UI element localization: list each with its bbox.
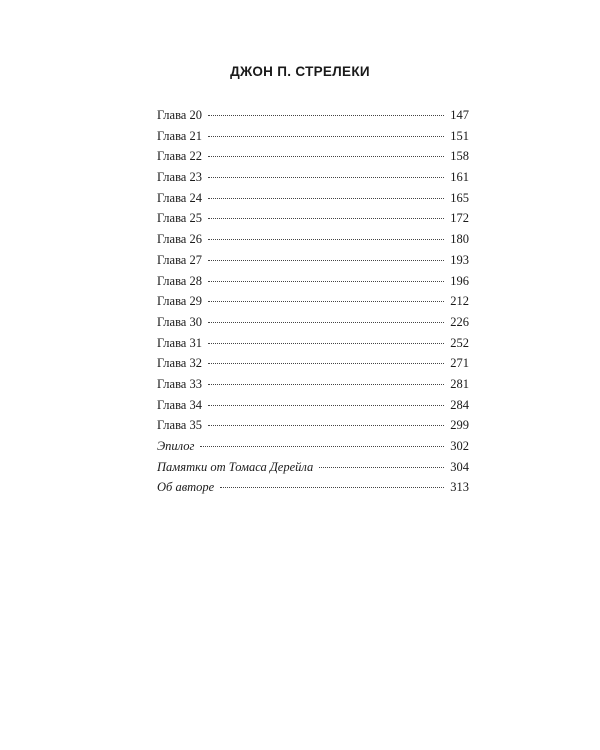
- toc-entry-page: 158: [450, 149, 469, 164]
- toc-entry: [157, 149, 469, 170]
- toc-leader-dots: [208, 301, 444, 302]
- toc-leader-dots: [208, 260, 444, 261]
- toc-entry-title: Об авторе: [157, 480, 215, 495]
- toc-entry: [157, 108, 469, 129]
- toc-entry-title: Глава 34: [157, 397, 202, 412]
- toc-leader-dots: [208, 156, 444, 157]
- toc-entry-page: 304: [450, 459, 469, 474]
- toc-entry-title: Глава 24: [157, 190, 202, 205]
- toc-entry-title: Глава 33: [157, 376, 202, 391]
- toc-entry-page: 281: [450, 376, 469, 391]
- toc-entry-page: 271: [450, 356, 469, 371]
- toc-entry-page: 180: [450, 232, 469, 247]
- toc-entry: [157, 315, 469, 336]
- toc-entry: [157, 377, 469, 398]
- toc-entry-title: Памятки от Томаса Дерейла: [157, 459, 314, 474]
- toc-entry-page: 252: [450, 335, 469, 350]
- toc-entry-title: Глава 22: [157, 149, 202, 164]
- toc-entry: [157, 170, 469, 191]
- toc-entry-epilogue: [157, 439, 469, 460]
- toc-entry: [157, 274, 469, 295]
- toc-entry-about-author: [157, 480, 469, 501]
- toc-entry-title: Глава 31: [157, 335, 202, 350]
- toc-leader-dots: [208, 322, 444, 323]
- toc-leader-dots: [200, 446, 444, 447]
- toc-entry-title: Глава 32: [157, 356, 202, 371]
- running-header-author: ДЖОН П. СТРЕЛЕКИ: [230, 64, 370, 79]
- toc-entry: [157, 253, 469, 274]
- toc-entry: [157, 232, 469, 253]
- toc-entry-page: 147: [450, 108, 469, 122]
- toc-entry-page: 165: [450, 190, 469, 205]
- toc-leader-dots: [208, 425, 444, 426]
- toc-entry-title: Глава 21: [157, 128, 202, 143]
- toc-entry-page: 161: [450, 170, 469, 185]
- toc-entry-page: 302: [450, 439, 469, 453]
- toc-entry-title: Глава 20: [157, 108, 202, 122]
- toc-leader-dots: [208, 136, 444, 137]
- toc-entry-memos: [157, 460, 469, 481]
- toc-leader-dots: [208, 281, 444, 282]
- toc-entry-page: 313: [450, 480, 469, 495]
- toc-leader-dots: [208, 198, 444, 199]
- toc-leader-dots: [208, 384, 444, 385]
- toc-entry: [157, 418, 469, 439]
- toc-entry-page: 193: [450, 252, 469, 267]
- toc-entry: [157, 191, 469, 212]
- toc-entry: [157, 129, 469, 150]
- toc-entry-title: Эпилог: [157, 439, 195, 453]
- toc-entry-title: Глава 26: [157, 232, 202, 247]
- toc-entry-title: Глава 27: [157, 252, 202, 267]
- toc-entry: [157, 398, 469, 419]
- toc-entry-title: Глава 29: [157, 294, 202, 309]
- toc-entry: [157, 336, 469, 357]
- toc-entry: [157, 294, 469, 315]
- toc-leader-dots: [220, 487, 444, 488]
- toc-entry-title: Глава 25: [157, 211, 202, 226]
- toc-entry-title: Глава 35: [157, 418, 202, 433]
- toc-entry-title: Глава 28: [157, 273, 202, 288]
- toc-entry-page: 172: [450, 211, 469, 226]
- toc-leader-dots: [208, 218, 444, 219]
- toc-entry-page: 299: [450, 418, 469, 433]
- toc-entry: [157, 211, 469, 232]
- table-of-contents: [157, 108, 469, 501]
- toc-entry-title: Глава 30: [157, 314, 202, 329]
- toc-entry-page: 151: [450, 128, 469, 143]
- toc-entry: [157, 356, 469, 377]
- toc-entry-page: 212: [450, 294, 469, 309]
- toc-leader-dots: [208, 239, 444, 240]
- toc-leader-dots: [319, 467, 444, 468]
- toc-entry-page: 284: [450, 397, 469, 412]
- toc-entry-title: Глава 23: [157, 170, 202, 185]
- toc-leader-dots: [208, 343, 444, 344]
- toc-leader-dots: [208, 177, 444, 178]
- toc-leader-dots: [208, 363, 444, 364]
- toc-leader-dots: [208, 115, 444, 116]
- toc-entry-page: 226: [450, 314, 469, 329]
- toc-leader-dots: [208, 405, 444, 406]
- toc-entry-page: 196: [450, 273, 469, 288]
